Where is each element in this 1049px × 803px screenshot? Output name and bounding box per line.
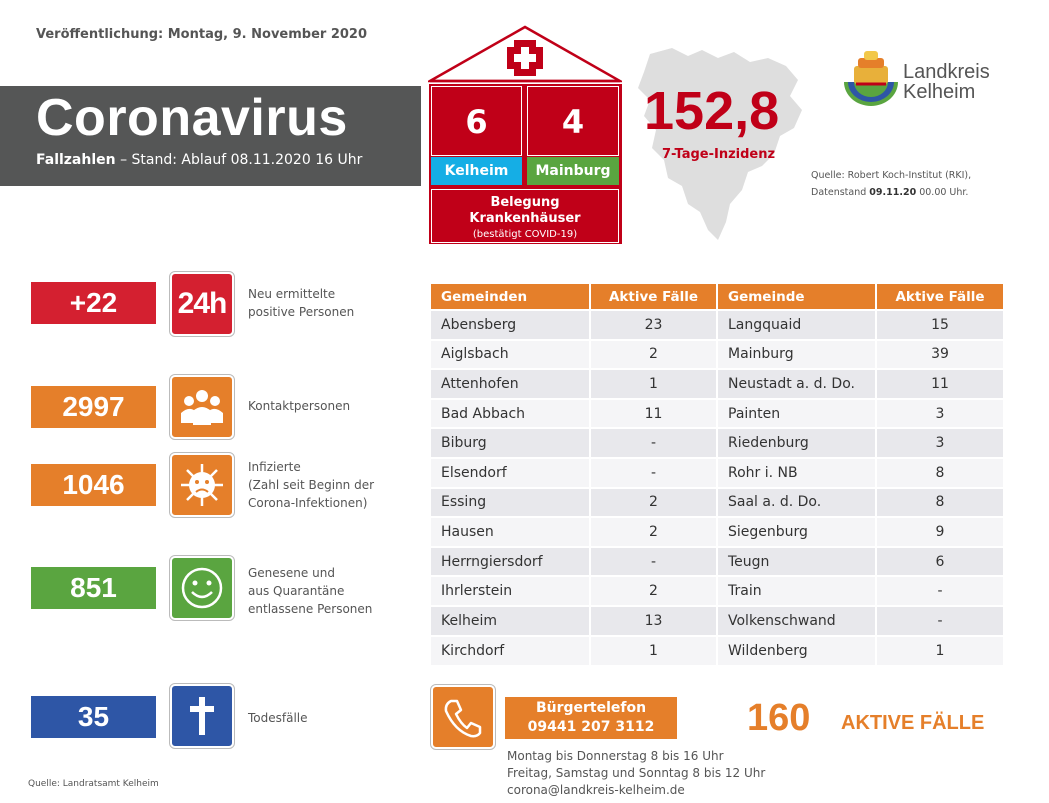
table-cell: - xyxy=(590,458,717,488)
table-cell: 6 xyxy=(876,547,1003,577)
mainburg-hospital-count: 4 xyxy=(527,86,619,156)
table-cell: Siegenburg xyxy=(717,517,876,547)
table-cell: 2 xyxy=(590,576,717,606)
mainburg-label: Mainburg xyxy=(527,157,619,185)
infected-label xyxy=(248,458,374,512)
table-row xyxy=(431,517,1003,547)
table-cell: 15 xyxy=(876,310,1003,340)
hotline-title: Bürgertelefon xyxy=(535,700,647,716)
table-cell: Aiglsbach xyxy=(431,340,590,370)
logo-line2: Kelheim xyxy=(903,81,976,103)
table-cell: Abensberg xyxy=(431,310,590,340)
table-row xyxy=(431,399,1003,429)
recovered-label xyxy=(248,564,372,618)
table-cell: Biburg xyxy=(431,428,590,458)
cross-icon xyxy=(170,684,234,748)
table-cell: Mainburg xyxy=(717,340,876,370)
incidence-value: 152,8 xyxy=(644,81,780,141)
table-cell: Kelheim xyxy=(431,606,590,636)
table-cell: 2 xyxy=(590,488,717,518)
table-cell: - xyxy=(876,606,1003,636)
stat-label-line: (Zahl seit Beginn der xyxy=(248,478,375,492)
table-cell: Attenhofen xyxy=(431,369,590,399)
table-cell: Train xyxy=(717,576,876,606)
stat-label-line: entlassene Personen xyxy=(248,602,373,616)
table-cell: Riedenburg xyxy=(717,428,876,458)
page-subtitle xyxy=(36,152,362,168)
rki-prefix: Datenstand xyxy=(811,187,870,198)
table-header-row xyxy=(431,284,1003,310)
table-cell: 8 xyxy=(876,488,1003,518)
24h-icon xyxy=(170,272,234,336)
table-cell: 1 xyxy=(590,369,717,399)
table-row xyxy=(431,488,1003,518)
table-cell: 11 xyxy=(876,369,1003,399)
table-cell: Langquaid xyxy=(717,310,876,340)
smiley-icon xyxy=(170,556,234,620)
group-icon xyxy=(170,375,234,439)
table-cell: Volkenschwand xyxy=(717,606,876,636)
stat-label-line: Corona-Infektionen) xyxy=(248,496,368,510)
active-cases-value: 160 xyxy=(747,697,811,739)
hospital-roof-icon xyxy=(428,24,622,86)
stat-label-line: Neu ermittelte xyxy=(248,287,336,301)
table-row xyxy=(431,606,1003,636)
infected-value: 1046 xyxy=(31,464,156,506)
logo-line1: Landkreis xyxy=(903,61,990,83)
table-cell: 1 xyxy=(876,636,1003,666)
hotline-hours-weekend: Freitag, Samstag und Sonntag 8 bis 12 Uhr xyxy=(507,766,766,780)
table-cell: Ihrlerstein xyxy=(431,576,590,606)
table-cell: Rohr i. NB xyxy=(717,458,876,488)
table-row xyxy=(431,636,1003,666)
table-row xyxy=(431,310,1003,340)
table-header: Aktive Fälle xyxy=(590,284,717,310)
table-cell: 9 xyxy=(876,517,1003,547)
stat-label-line: Genesene und xyxy=(248,566,335,580)
table-row xyxy=(431,340,1003,370)
deaths-value: 35 xyxy=(31,696,156,738)
new-positive-value: +22 xyxy=(31,282,156,324)
table-row xyxy=(431,547,1003,577)
table-cell: 39 xyxy=(876,340,1003,370)
table-cell: Teugn xyxy=(717,547,876,577)
page-title: Coronavirus xyxy=(36,89,348,147)
table-cell: Neustadt a. d. Do. xyxy=(717,369,876,399)
contact-persons-label: Kontaktpersonen xyxy=(248,399,351,413)
table-cell: 2 xyxy=(590,340,717,370)
rki-source xyxy=(811,167,971,201)
table-cell: Essing xyxy=(431,488,590,518)
rki-suffix: 00.00 Uhr. xyxy=(916,187,969,198)
subtitle-bold: Fallzahlen xyxy=(36,152,116,168)
table-cell: Bad Abbach xyxy=(431,399,590,429)
table-cell: 2 xyxy=(590,517,717,547)
stat-label-line: positive Personen xyxy=(248,305,355,319)
table-cell: 3 xyxy=(876,428,1003,458)
occupancy-line2: Krankenhäuser xyxy=(469,211,581,226)
rki-source-line2 xyxy=(811,184,971,201)
table-cell: Wildenberg xyxy=(717,636,876,666)
source-note: Quelle: Landratsamt Kelheim xyxy=(28,779,159,789)
incidence-label: 7-Tage-Inzidenz xyxy=(662,147,776,162)
recovered-value: 851 xyxy=(31,567,156,609)
stat-label-line: aus Quarantäne xyxy=(248,584,345,598)
subtitle-rest: – Stand: Ablauf 08.11.2020 16 Uhr xyxy=(115,152,363,168)
contact-persons-value: 2997 xyxy=(31,386,156,428)
table-cell: Painten xyxy=(717,399,876,429)
table-row xyxy=(431,576,1003,606)
occupancy-line1: Belegung xyxy=(490,195,560,210)
logo-text xyxy=(903,62,990,102)
table-cell: 1 xyxy=(590,636,717,666)
24h-icon-text: 24h xyxy=(177,287,227,320)
hospital-occupancy-label xyxy=(431,189,619,243)
municipalities-table xyxy=(431,284,1003,665)
table-row xyxy=(431,428,1003,458)
table-cell: Herrngiersdorf xyxy=(431,547,590,577)
landkreis-logo-icon xyxy=(840,48,902,106)
hotline-info xyxy=(507,748,765,799)
deaths-label: Todesfälle xyxy=(248,711,308,725)
table-cell: 3 xyxy=(876,399,1003,429)
table-header: Aktive Fälle xyxy=(876,284,1003,310)
table-cell: Kirchdorf xyxy=(431,636,590,666)
new-positive-label xyxy=(248,285,354,321)
table-cell: - xyxy=(590,428,717,458)
publication-date: Veröffentlichung: Montag, 9. November 2020 xyxy=(36,27,368,42)
table-header: Gemeinden xyxy=(431,284,590,310)
occupancy-note: (bestätigt COVID-19) xyxy=(472,229,578,240)
table-cell: Elsendorf xyxy=(431,458,590,488)
table-cell: Hausen xyxy=(431,517,590,547)
table-cell: - xyxy=(590,547,717,577)
table-cell: - xyxy=(876,576,1003,606)
table-cell: 8 xyxy=(876,458,1003,488)
table-row xyxy=(431,458,1003,488)
rki-source-line1: Quelle: Robert Koch-Institut (RKI), xyxy=(811,170,972,181)
hotline-hours-weekdays: Montag bis Donnerstag 8 bis 16 Uhr xyxy=(507,749,724,763)
active-cases-label: AKTIVE FÄLLE xyxy=(841,712,985,734)
table-header: Gemeinde xyxy=(717,284,876,310)
table-cell: 13 xyxy=(590,606,717,636)
virus-icon xyxy=(170,453,234,517)
stat-label-line: Infizierte xyxy=(248,460,301,474)
table-row xyxy=(431,369,1003,399)
phone-icon xyxy=(431,685,495,749)
kelheim-label: Kelheim xyxy=(431,157,522,185)
table-cell: 23 xyxy=(590,310,717,340)
citizen-hotline xyxy=(505,697,677,739)
table-cell: Saal a. d. Do. xyxy=(717,488,876,518)
hotline-email-link[interactable]: corona@landkreis-kelheim.de xyxy=(507,783,685,797)
hotline-number[interactable]: 09441 207 3112 xyxy=(527,719,655,735)
rki-date: 09.11.20 xyxy=(869,187,917,198)
kelheim-hospital-count: 6 xyxy=(431,86,522,156)
table-cell: 11 xyxy=(590,399,717,429)
district-map-icon xyxy=(630,44,810,244)
